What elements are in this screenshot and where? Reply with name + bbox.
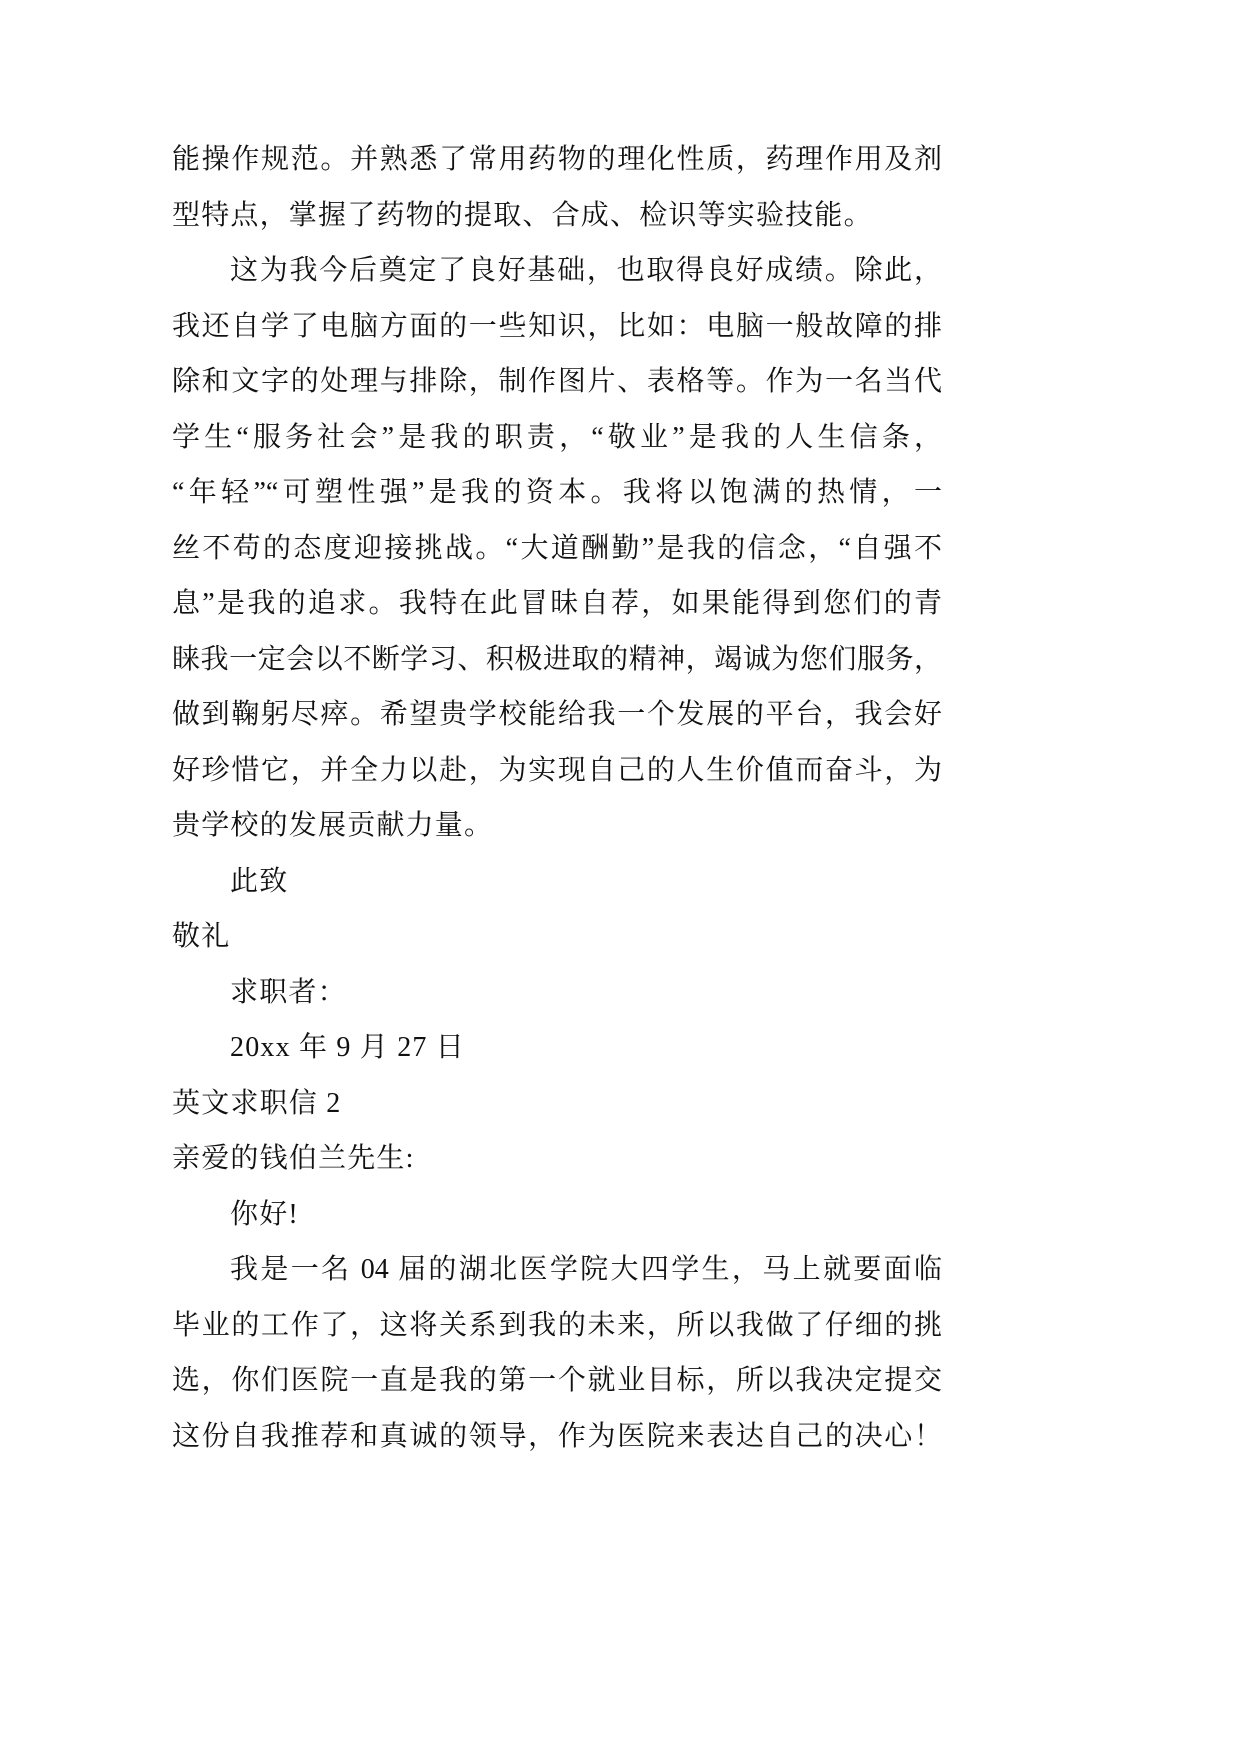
text-line: 贵学校的发展贡献力量。 bbox=[172, 810, 494, 841]
letter-1-paragraph-2 bbox=[172, 243, 942, 854]
text-line: 型特点，掌握了药物的提取、合成、检识等实验技能。 bbox=[172, 199, 873, 231]
text-line: 我还自学了电脑方面的一些知识，比如：电脑一般故障的排 bbox=[172, 310, 942, 342]
text-line: 息”是我的追求。我特在此冒昧自荐，如果能得到您们的青 bbox=[172, 588, 942, 619]
text-line: 这份自我推荐和真诚的领导，作为医院来表达自己的决心！ bbox=[172, 1420, 942, 1452]
letter-1-paragraph-1 bbox=[172, 132, 942, 243]
text-line: 选，你们医院一直是我的第一个就业目标，所以我决定提交 bbox=[172, 1365, 942, 1396]
closing-line: 此致 bbox=[230, 865, 289, 897]
text-line: 丝不苟的态度迎接挑战。“大道酬勤”是我的信念，“自强不 bbox=[172, 532, 942, 564]
text-line: 毕业的工作了，这将关系到我的未来，所以我做了仔细的挑 bbox=[172, 1309, 942, 1341]
text-line: 学生“服务社会”是我的职责，“敬业”是我的人生信条， bbox=[172, 421, 942, 453]
regards-line: 敬礼 bbox=[172, 921, 231, 952]
text-line: 这为我今后奠定了良好基础，也取得良好成绩。除此， bbox=[230, 255, 942, 286]
letter-2-salutation: 亲爱的钱伯兰先生: bbox=[172, 1143, 415, 1174]
text-line: 除和文字的处理与排除，制作图片、表格等。作为一名当代 bbox=[172, 366, 942, 397]
text-line: 能操作规范。并熟悉了常用药物的理化性质，药理作用及剂 bbox=[172, 144, 942, 175]
signer-label: 求职者： bbox=[230, 976, 347, 1008]
text-line: 做到鞠躬尽瘁。希望贵学校能给我一个发展的平台，我会好 bbox=[172, 699, 942, 730]
letter-date: 20xx 年 9 月 27 日 bbox=[230, 1032, 466, 1063]
text-line: “年轻”“可塑性强”是我的资本。我将以饱满的热情，一 bbox=[172, 477, 942, 508]
letter-2-title: 英文求职信 2 bbox=[172, 1087, 342, 1119]
letter-2-paragraph-1 bbox=[172, 1242, 942, 1464]
text-line: 我是一名 04 届的湖北医学院大四学生，马上就要面临 bbox=[230, 1254, 942, 1285]
text-line: 睐我一定会以不断学习、积极进取的精神，竭诚为您们服务， bbox=[172, 643, 942, 675]
document-page bbox=[172, 132, 942, 1464]
text-line: 好珍惜它，并全力以赴，为实现自己的人生价值而奋斗，为 bbox=[172, 754, 942, 786]
letter-2-greeting: 你好! bbox=[230, 1198, 299, 1230]
